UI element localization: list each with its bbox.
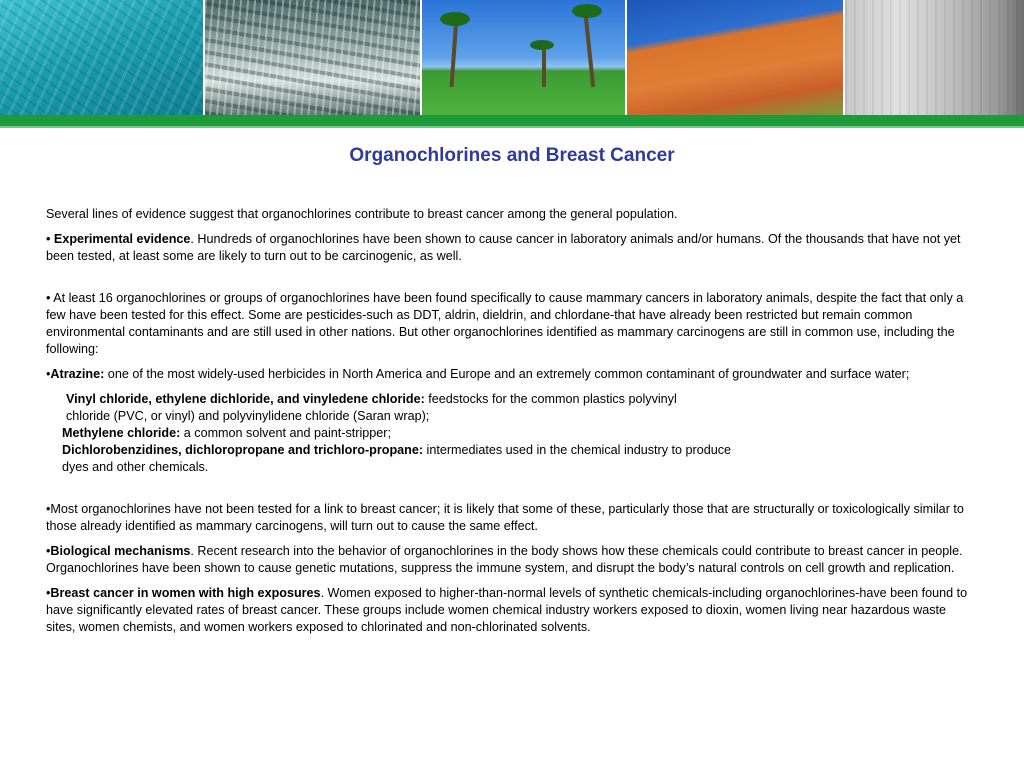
dichlorobenzidines-line-2: dyes and other chemicals. bbox=[62, 460, 209, 474]
header-green-bar bbox=[0, 115, 1024, 126]
biological-mechanisms-paragraph: •Biological mechanisms. Recent research into the behavior of organochlorines in the body shows how these chemicals could contribute to breast cancer in people. Organochlorines have been shown to cause genetic mutations, suppress the immune system, and disrupt the body’s natural controls on cell growth and replication. bbox=[46, 544, 963, 575]
methylene-chloride-heading: Methylene chloride: bbox=[62, 426, 181, 440]
mammary-carcinogens-paragraph: • At least 16 organochlorines or groups of organochlorines have been found specifically to cause mammary cancers in laboratory animals, despite the fact that only a few have been tested for this effect. Some are pesticides-such as DDT, aldrin, dieldrin, and chlordane-that have already been restricted but remain common environmental contaminants and are still used in other nations. But other organochlorines identified as mammary carcinogens are still in common use, including the following: bbox=[46, 291, 964, 356]
methylene-chloride-line: Methylene chloride: a common solvent and paint-stripper; bbox=[62, 426, 391, 440]
banner-concrete-wall-image bbox=[845, 0, 1024, 115]
atrazine-heading: Atrazine: bbox=[50, 367, 105, 381]
body-text bbox=[46, 206, 976, 636]
high-exposures-heading: Breast cancer in women with high exposures bbox=[50, 586, 321, 600]
dichlorobenzidines-heading: Dichlorobenzidines, dichloropropane and trichloro-propane: bbox=[62, 443, 424, 457]
dichlorobenzidines-line-1: Dichlorobenzidines, dichloropropane and trichloro-propane: intermediates used in the chemical industry to produce bbox=[62, 443, 732, 457]
header-banner bbox=[0, 0, 1024, 115]
header-green-line bbox=[0, 126, 1024, 128]
page-title: Organochlorines and Breast Cancer bbox=[349, 145, 675, 166]
high-exposures-paragraph: •Breast cancer in women with high exposures. Women exposed to higher-than-normal levels of synthetic chemicals-including organochlorines-have been found to have significantly elevated rates of breast cancer. These groups include women chemical industry workers exposed to dioxin, women living near hazardous waste sites, women chemists, and women workers exposed to chlorinated and non-chlorinated solvents. bbox=[46, 586, 968, 634]
experimental-evidence-paragraph: • Experimental evidence. Hundreds of organochlorines have been shown to cause cancer in laboratory animals and/or humans. Of the thousands that have not yet been tested, at least some are likely to turn out to be carcinogenic, as well. bbox=[46, 232, 961, 263]
banner-marsh-lake-image bbox=[627, 0, 845, 115]
vinyl-chloride-line-2: chloride (PVC, or vinyl) and polyvinylidene chloride (Saran wrap); bbox=[66, 409, 430, 423]
spacer bbox=[46, 476, 976, 501]
atrazine-paragraph: •Atrazine: one of the most widely-used herbicides in North America and Europe and an extremely common contaminant of groundwater and surface water; bbox=[46, 367, 910, 381]
banner-palm-trees-image bbox=[422, 0, 627, 115]
vinyl-chloride-line-1: Vinyl chloride, ethylene dichloride, and vinyledene chloride: feedstocks for the common plastics polyvinyl bbox=[66, 392, 677, 406]
vinyl-chloride-heading: Vinyl chloride, ethylene dichloride, and vinyledene chloride: bbox=[66, 392, 425, 406]
intro-paragraph: Several lines of evidence suggest that organochlorines contribute to breast cancer among the general population. bbox=[46, 207, 678, 221]
banner-pool-water-image bbox=[0, 0, 205, 115]
experimental-evidence-heading: Experimental evidence bbox=[53, 232, 191, 246]
banner-waterfall-image bbox=[205, 0, 422, 115]
untested-organochlorines-paragraph: •Most organochlorines have not been tested for a link to breast cancer; it is likely that some of these, particularly those that are structurally or toxicologically similar to those already identified as mammary carcinogens, will turn out to cause the same effect. bbox=[46, 502, 964, 533]
biological-mechanisms-heading: Biological mechanisms bbox=[50, 544, 191, 558]
